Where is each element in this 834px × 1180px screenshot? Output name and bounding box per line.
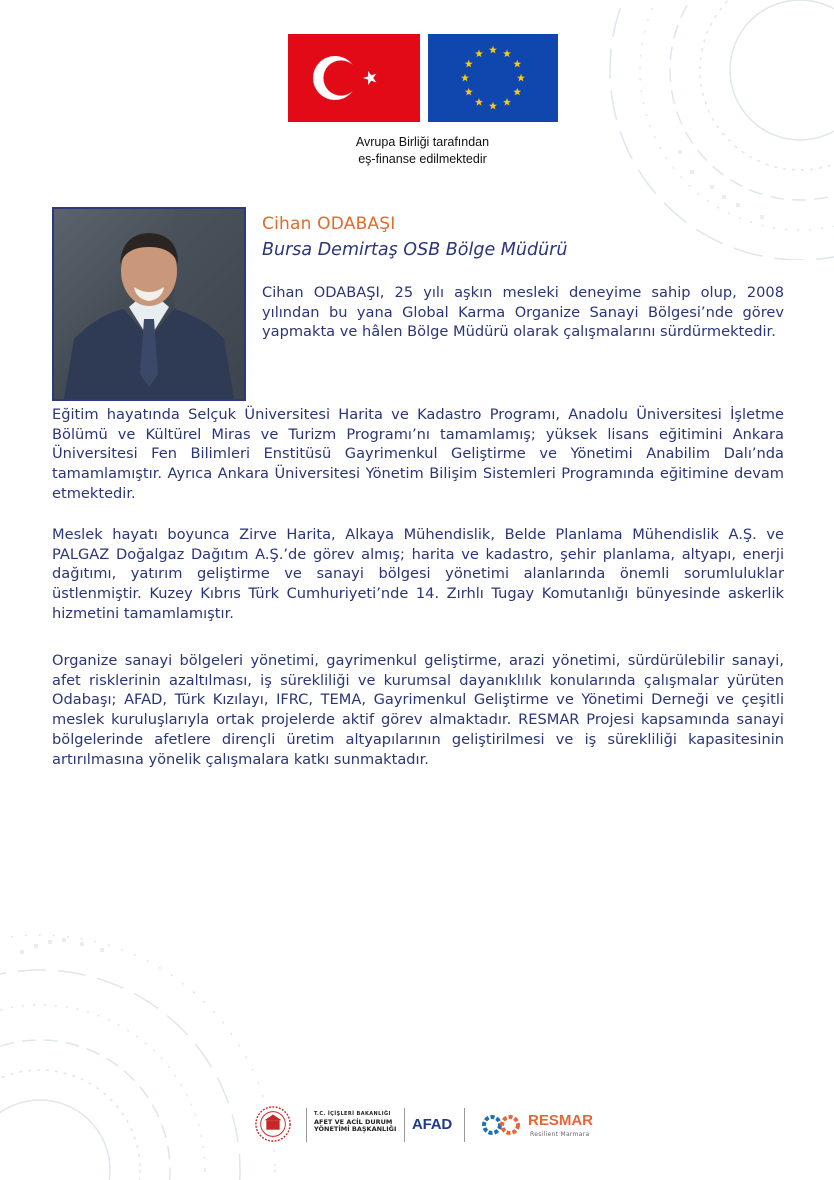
- eu-star-icon: [489, 102, 497, 110]
- ministry-name: [314, 1111, 396, 1134]
- eu-star-icon: [517, 74, 525, 82]
- eu-star-icon: [475, 98, 483, 106]
- eu-caption-line1: Avrupa Birliği tarafından: [355, 135, 490, 149]
- eu-star-icon: [461, 74, 469, 82]
- eu-star-icon: [465, 88, 473, 96]
- ministry-emblem-icon: [254, 1104, 292, 1144]
- bio-paragraph-intro: Cihan ODABAŞI, 25 yılı aşkın mesleki deneyime sahip olup, 2008 yılından bu yana Global Karma Organize Sanayi Bölgesi’nde görev yapmakta ve hâlen Bölge Müdürü olarak çalışmalarını sürdürmektedir.: [262, 284, 784, 341]
- eu-cofinance-caption: [300, 134, 545, 168]
- ministry-line1: T.C. İÇİŞLERİ BAKANLIĞI: [314, 1111, 391, 1117]
- eu-star-icon: [503, 98, 511, 106]
- ministry-line2: AFET VE ACİL DURUM: [314, 1117, 393, 1126]
- footer-separator: [306, 1108, 307, 1142]
- resmar-wordmark: RESMAR: [528, 1112, 594, 1129]
- eu-caption-line2: eş-finanse edilmektedir: [358, 152, 487, 166]
- ministry-line3: YÖNETİMİ BAŞKANLIĞI: [314, 1125, 397, 1134]
- resmar-logo-icon: [480, 1114, 524, 1136]
- footer-separator: [404, 1108, 405, 1142]
- footer-logos: [250, 1100, 600, 1150]
- eu-flag-icon: [428, 34, 558, 122]
- bio-paragraph-activities: Organize sanayi bölgeleri yönetimi, gayrimenkul geliştirme, arazi yönetimi, sürdürülebilir sanayi, afet risklerinin azaltılması, iş sürekliliği ve kurumsal dayanıklılık konularında çalışmalar yürüten Odabaşı; AFAD, Türk Kızılayı, IFRC, TEMA, Gayrimenkul Geliştirme ve Yönetimi Derneği ve çeşitli meslek kuruluşlarıyla ortak projelerde aktif görev almaktadır. RESMAR Projesi kapsamında sanayi bölgelerinde afetlere dirençli üretim altyapılarının geliştirilmesi ve iş sürekliliği kapasitesinin artırılmasına yönelik çalışmalara katkı sunmaktadır.: [52, 652, 784, 768]
- profile-photo: [52, 207, 246, 401]
- bio-paragraph-education: Eğitim hayatında Selçuk Üniversitesi Harita ve Kadastro Programı, Anadolu Üniversitesi İşletme Bölümü ve Kültürel Miras ve Turizm Programı’nı tamamlamış; yüksek lisans eğitimini Ankara Üniversitesi Fen Bilimleri Enstitüsü Gayrimenkul Geliştirme ve Yönetimi Anabilim Dalı’nda tamamlamıştır. Ayrıca Ankara Üniversitesi Yönetim Bilişim Sistemleri Programında eğitimine devam etmektedir.: [52, 406, 784, 502]
- eu-star-icon: [503, 50, 511, 58]
- eu-star-icon: [465, 60, 473, 68]
- eu-star-icon: [489, 46, 497, 54]
- bio-paragraph-career: Meslek hayatı boyunca Zirve Harita, Alkaya Mühendislik, Belde Planlama Mühendislik A.Ş. ve PALGAZ Doğalgaz Dağıtım A.Ş.’de görev almış; harita ve kadastro, şehir planlama, altyapı, enerji dağıtımı, yatırım geliştirme ve sanayi bölgesi yönetimi alanlarında önemli sorumluluklar üstlenmiştir. Kuzey Kıbrıs Türk Cumhuriyeti’nde 14. Zırhlı Tugay Komutanlığı bünyesinde askerlik hizmetini tamamlamıştır.: [52, 526, 784, 622]
- turkey-flag-icon: [288, 34, 420, 122]
- decorative-circuit-top-right: [560, 0, 834, 260]
- person-name: Cihan ODABAŞI: [262, 214, 396, 234]
- resmar-tagline: Resilient Marmara: [530, 1131, 590, 1138]
- afad-logo: AFAD: [412, 1116, 453, 1133]
- eu-star-icon: [513, 60, 521, 68]
- footer-separator: [464, 1108, 465, 1142]
- eu-star-icon: [513, 88, 521, 96]
- person-title: Bursa Demirtaş OSB Bölge Müdürü: [262, 240, 568, 260]
- eu-star-icon: [475, 50, 483, 58]
